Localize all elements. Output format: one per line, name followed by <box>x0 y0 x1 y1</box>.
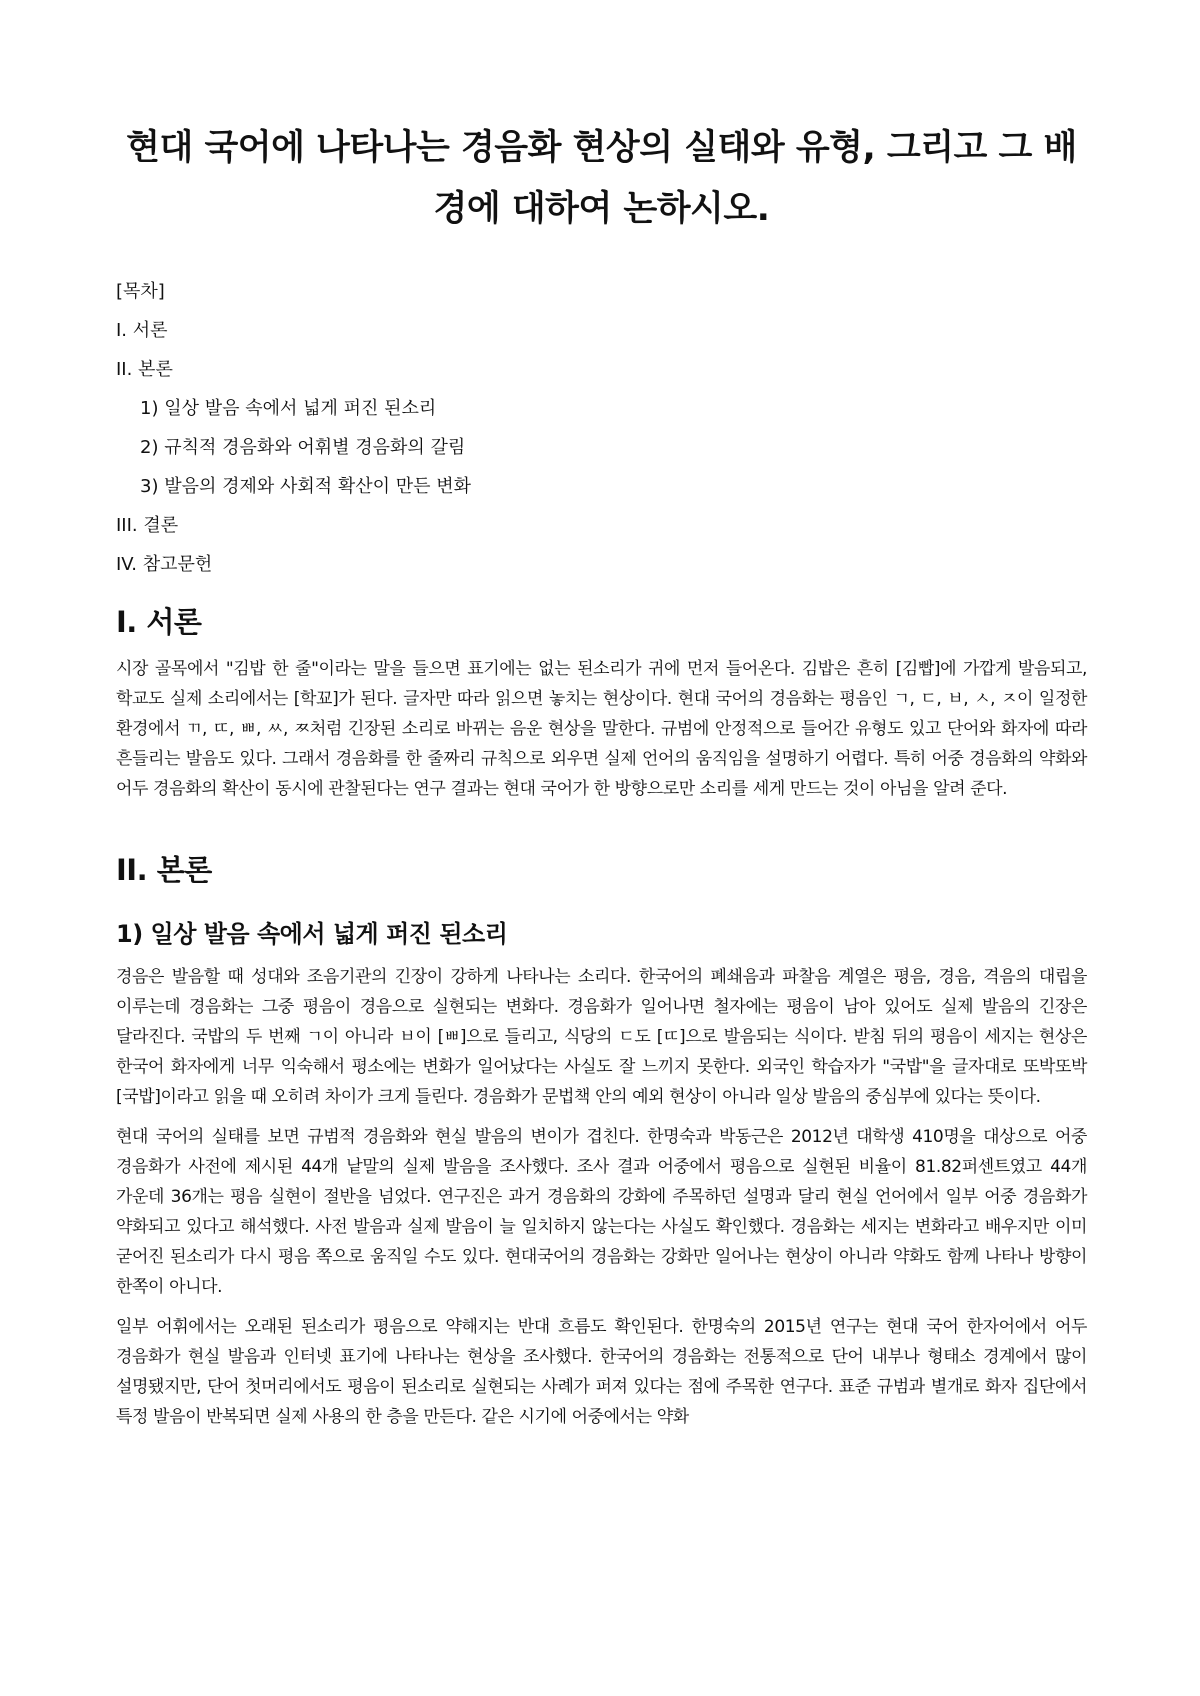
toc-item: 3) 발음의 경제와 사회적 확산이 만든 변화 <box>140 476 472 497</box>
toc-item: 2) 규칙적 경음화와 어휘별 경음화의 갈림 <box>140 437 466 458</box>
intro-paragraph: 시장 골목에서 "김밥 한 줄"이라는 말을 들으면 표기에는 없는 된소리가 귀에 먼저 들어온다. 김밥은 흔히 [김빱]에 가깝게 발음되고, 학교도 실제 소리에서는 [학꾜]가 된다. 글자만 따라 읽으면 놓치는 현상이다. 현대 국어의 경음화는 평음인 ㄱ, ㄷ, ㅂ, ㅅ, ㅈ이 일정한 환경에서 ㄲ, ㄸ, ㅃ, ㅆ, ㅉ처럼 긴장된 소리로 바뀌는 음운 현상을 말한다. 규범에 안정적으로 들어간 유형도 있고 단어와 화자에 따라 흔들리는 발음도 있다. 그래서 경음화를 한 줄짜리 규칙으로 외우면 실제 언어의 움직임을 설명하기 어렵다. 특히 어중 경음화의 약화와 어두 경음화의 확산이 동시에 관찰된다는 연구 결과는 현대 국어가 한 방향으로만 소리를 세게 만드는 것이 아님을 알려 준다. <box>116 659 1087 799</box>
toc-heading: [목차] <box>116 281 165 302</box>
document-title: 현대 국어에 나타나는 경음화 현상의 실태와 유형, 그리고 그 배경에 대하여 논하시오. <box>126 128 1077 229</box>
section-heading-body: II. 본론 <box>116 853 212 887</box>
body-paragraph: 경음은 발음할 때 성대와 조음기관의 긴장이 강하게 나타나는 소리다. 한국어의 폐쇄음과 파찰음 계열은 평음, 경음, 격음의 대립을 이루는데 경음화는 그중 평음이 경음으로 실현되는 변화다. 경음화가 일어나면 철자에는 평음이 남아 있어도 실제 발음의 긴장은 달라진다. 국밥의 두 번째 ㄱ이 아니라 ㅂ이 [ㅃ]으로 들리고, 식당의 ㄷ도 [ㄸ]으로 발음되는 식이다. 받침 뒤의 평음이 세지는 현상은 한국어 화자에게 너무 익숙해서 평소에는 변화가 일어났다는 사실도 잘 느끼지 못한다. 외국인 학습자가 "국밥"을 글자대로 또박또박 [국밥]이라고 읽을 때 오히려 차이가 크게 들린다. 경음화가 문법책 안의 예외 현상이 아니라 일상 발음의 중심부에 있다는 뜻이다. <box>116 967 1087 1107</box>
body-paragraph: 일부 어휘에서는 오래된 된소리가 평음으로 약해지는 반대 흐름도 확인된다. 한명숙의 2015년 연구는 현대 국어 한자어에서 어두 경음화가 현실 발음과 인터넷 표기에 나타나는 현상을 조사했다. 한국어의 경음화는 전통적으로 단어 내부나 형태소 경계에서 많이 설명됐지만, 단어 첫머리에서도 평음이 된소리로 실현되는 사례가 퍼져 있다는 점에 주목한 연구다. 표준 규범과 별개로 화자 집단에서 특정 발음이 반복되면 실제 사용의 한 층을 만든다. 같은 시기에 어중에서는 약화 <box>116 1317 1087 1427</box>
toc-item: III. 결론 <box>116 515 179 536</box>
toc-item: I. 서론 <box>116 320 168 341</box>
section-heading-intro: I. 서론 <box>116 605 202 639</box>
toc-item: II. 본론 <box>116 359 173 380</box>
table-of-contents <box>116 272 1087 584</box>
body-paragraph: 현대 국어의 실태를 보면 규범적 경음화와 현실 발음의 변이가 겹친다. 한명숙과 박동근은 2012년 대학생 410명을 대상으로 어중 경음화가 사전에 제시된 44개 낱말의 실제 발음을 조사했다. 조사 결과 어중에서 평음으로 실현된 비율이 81.82퍼센트였고 44개 가운데 36개는 평음 실현이 절반을 넘었다. 연구진은 과거 경음화의 강화에 주목하던 설명과 달리 현실 언어에서 일부 어중 경음화가 약화되고 있다고 해석했다. 사전 발음과 실제 발음이 늘 일치하지 않는다는 사실도 확인했다. 경음화는 세지는 변화라고 배우지만 이미 굳어진 된소리가 다시 평음 쪽으로 움직일 수도 있다. 현대국어의 경음화는 강화만 일어나는 현상이 아니라 약화도 함께 나타나 방향이 한쪽이 아니다. <box>116 1127 1087 1297</box>
toc-item: 1) 일상 발음 속에서 넓게 퍼진 된소리 <box>140 398 437 419</box>
toc-item: IV. 참고문헌 <box>116 554 213 575</box>
subsection-heading-1: 1) 일상 발음 속에서 넓게 퍼진 된소리 <box>116 920 508 948</box>
